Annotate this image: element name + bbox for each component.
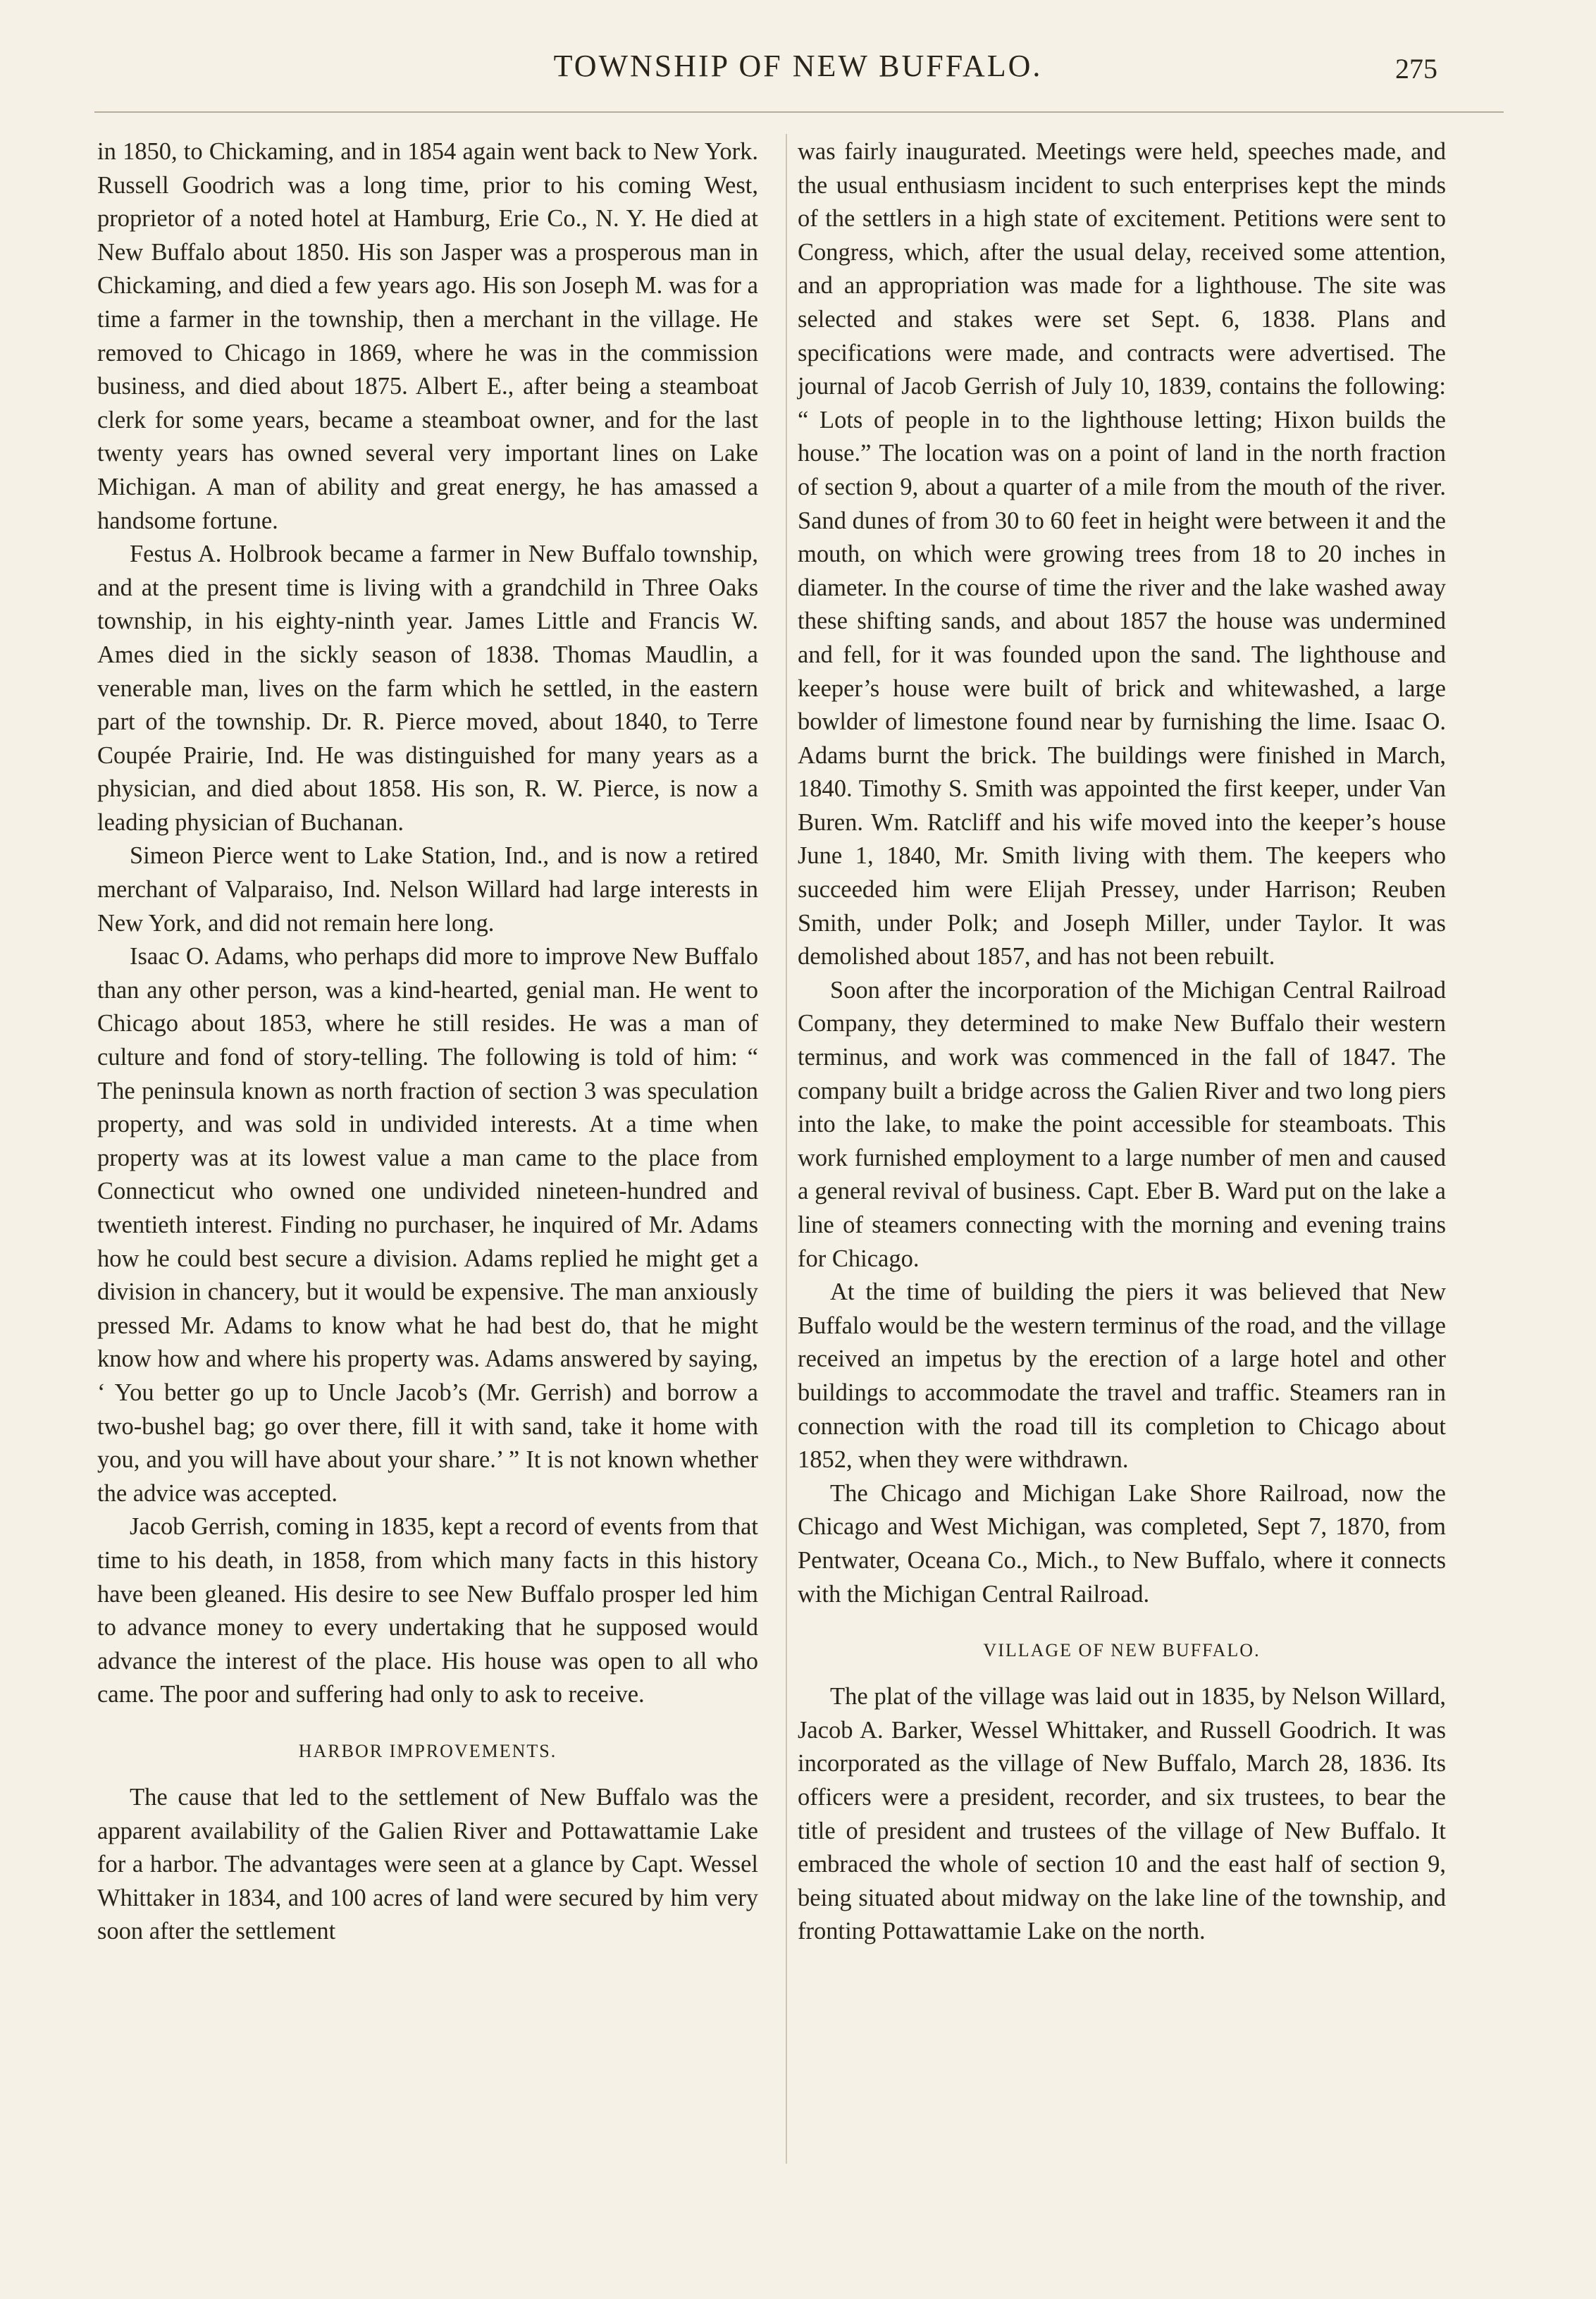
paragraph: Soon after the incorporation of the Michigan Central Railroad Company, they determined to make New Buffalo their western terminus, and work was commenced in the fall of 1847. The company built a bridge across the Galien River and two long piers into the lake, to make the point accessible for steamboats. This work furnished employment to a large number of men and caused a general revival of business. Capt. Eber B. Ward put on the lake a line of steamers connecting with the morning and evening trains for Chicago. — [798, 976, 1446, 1272]
right-column — [798, 135, 1446, 1949]
paragraph: Isaac O. Adams, who perhaps did more to improve New Buffalo than any other person, was a kind-hearted, genial man. He went to Chicago about 1853, where he still resides. He was a man of culture and fond of story-telling. The following is told of him: “ The peninsula known as north fraction of section 3 was speculation property, and was sold in undivided interests. At a time when property was at its lowest value a man came to the place from Connecticut who owned one undivided nineteen-hundred and twentieth interest. Finding no purchaser, he inquired of Mr. Adams how he could best secure a division. Adams replied he might get a division in chancery, but it would be expensive. The man anxiously pressed Mr. Adams to know what he had best do, that he might know how and where his property was. Adams answered by saying, ‘ You better go up to Uncle Jacob’s (Mr. Gerrish) and borrow a two-bushel bag; go over there, fill it with sand, take it home with you, and you will have about your share.’ ” It is not known whether the advice was accepted. — [97, 943, 758, 1507]
paragraph: Festus A. Holbrook became a farmer in New Buffalo township, and at the present time is living with a grandchild in Three Oaks township, in his eighty-ninth year. James Little and Francis W. Ames died in the sickly season of 1838. Thomas Maudlin, a venerable man, lives on the farm which he settled, in the eastern part of the township. Dr. R. Pierce moved, about 1840, to Terre Coupée Prairie, Ind. He was distinguished for many years as a physician, and died about 1858. His son, R. W. Pierce, is now a leading physician of Buchanan. — [97, 541, 758, 836]
section-heading: HARBOR IMPROVEMENTS. — [298, 1740, 557, 1761]
header-rule — [94, 111, 1504, 113]
page-title: TOWNSHIP OF NEW BUFFALO. — [553, 49, 1043, 83]
paragraph: At the time of building the piers it was believed that New Buffalo would be the western terminus of the road, and the village received an impetus by the erection of a large hotel and other buildings to accommodate the travel and traffic. Steamers ran in connection with the road till its completion to Chicago about 1852, when they were withdrawn. — [798, 1278, 1446, 1474]
paragraph: The Chicago and Michigan Lake Shore Railroad, now the Chicago and West Michigan, was completed, Sept 7, 1870, from Pentwater, Oceana Co., Mich., to New Buffalo, where it connects with the Michigan Central Railroad. — [798, 1479, 1446, 1608]
column-divider — [786, 134, 787, 2164]
paragraph: The cause that led to the settlement of New Buffalo was the apparent availability of the Galien River and Pottawattamie Lake for a harbor. The advantages were seen at a glance by Capt. Wessel Whittaker in 1834, and 100 acres of land were secured by him very soon after the settlement — [97, 1783, 758, 1945]
page-number: 275 — [1395, 53, 1437, 85]
paragraph: in 1850, to Chickaming, and in 1854 again went back to New York. Russell Goodrich was a long time, prior to his coming West, proprietor of a noted hotel at Hamburg, Erie Co., N. Y. He died at New Buffalo about 1850. His son Jasper was a prosperous man in Chickaming, and died a few years ago. His son Joseph M. was for a time a farmer in the township, then a merchant in the village. He removed to Chicago in 1869, where he was in the commission business, and died about 1875. Albert E., after being a steamboat clerk for some years, became a steamboat owner, and for the last twenty years has owned several very important lines on Lake Michigan. A man of ability and great energy, he has amassed a handsome fortune. — [97, 138, 758, 534]
left-column — [97, 135, 758, 1949]
running-head — [0, 48, 1596, 90]
paragraph: Simeon Pierce went to Lake Station, Ind., and is now a retired merchant of Valparaiso, Ind. Nelson Willard had large interests in New York, and did not remain here long. — [97, 842, 758, 937]
paragraph: The plat of the village was laid out in 1835, by Nelson Willard, Jacob A. Barker, Wessel Whittaker, and Russell Goodrich. It was incorporated as the village of New Buffalo, March 28, 1836. Its officers were a president, recorder, and six trustees, to bear the title of president and trustees of the village of New Buffalo. It embraced the whole of section 10 and the east half of section 9, being situated about midway on the lake line of the township, and fronting Pottawattamie Lake on the north. — [798, 1683, 1446, 1945]
paragraph: was fairly inaugurated. Meetings were held, speeches made, and the usual enthusiasm incident to such enterprises kept the minds of the settlers in a high state of excitement. Petitions were sent to Congress, which, after the usual delay, received some attention, and an appropriation was made for a lighthouse. The site was selected and stakes were set Sept. 6, 1838. Plans and specifications were made, and contracts were advertised. The journal of Jacob Gerrish of July 10, 1839, contains the following: “ Lots of people in to the lighthouse letting; Hixon builds the house.” The location was on a point of land in the north fraction of section 9, about a quarter of a mile from the mouth of the river. Sand dunes of from 30 to 60 feet in height were between it and the mouth, on which were growing trees from 18 to 20 inches in diameter. In the course of time the river and the lake washed away these shifting sands, and about 1857 the house was undermined and fell, for it was founded upon the sand. The lighthouse and keeper’s house were built of brick and whitewashed, a large bowlder of limestone found near by furnishing the lime. Isaac O. Adams burnt the brick. The buildings were finished in March, 1840. Timothy S. Smith was appointed the first keeper, under Van Buren. Wm. Ratcliff and his wife moved into the keeper’s house June 1, 1840, Mr. Smith living with them. The keepers who succeeded him were Elijah Pressey, under Harrison; Reuben Smith, under Polk; and Joseph Miller, under Taylor. It was demolished about 1857, and has not been rebuilt. — [798, 138, 1446, 970]
paragraph: Jacob Gerrish, coming in 1835, kept a record of events from that time to his death, in 1858, from which many facts in this history have been gleaned. His desire to see New Buffalo prosper led him to advance money to every undertaking that he supposed would advance the interest of the place. His house was open to all who came. The poor and suffering had only to ask to receive. — [97, 1513, 758, 1708]
section-heading: VILLAGE OF NEW BUFFALO. — [983, 1640, 1261, 1661]
